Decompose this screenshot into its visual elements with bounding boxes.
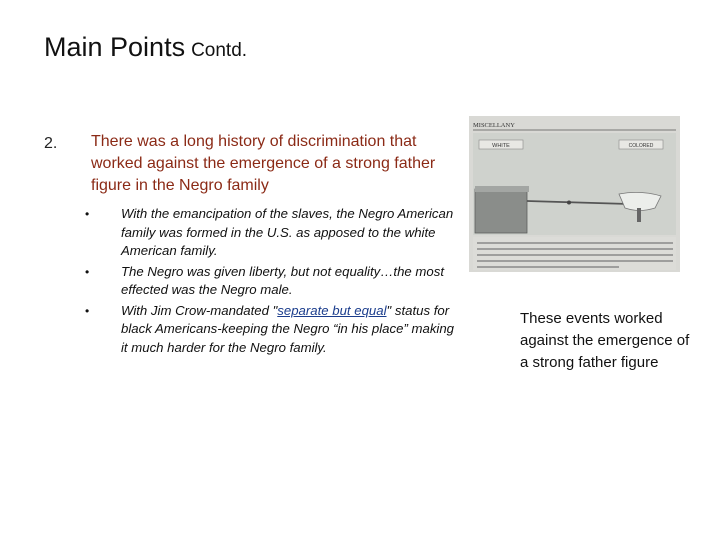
photo-illustration	[469, 116, 680, 272]
bullet-dot: •	[85, 303, 90, 318]
point-number: 2.	[44, 135, 58, 152]
segregated-fountains-photo	[469, 116, 680, 272]
slide-title	[44, 30, 247, 68]
photo-header: MISCELLANY	[473, 122, 515, 129]
title-suffix: Contd.	[191, 40, 248, 61]
bullet-text: The Negro was given liberty, but not equality…the most effected was the Negro male.	[121, 263, 445, 297]
sign-white: WHITE	[492, 143, 510, 149]
sign-colored: COLORED	[628, 143, 654, 149]
bullet-dot: •	[85, 207, 90, 221]
bullet-text-before: With Jim Crow-mandated "	[121, 302, 278, 318]
bullet-text: With the emancipation of the slaves, the Negro American family was formed in the U.S. as apposed to the white American family.	[121, 206, 454, 258]
title-main: Main Points	[44, 32, 186, 62]
bullet-dot: •	[85, 264, 90, 279]
side-note: These events worked against the emergence of a strong father figure	[520, 310, 690, 371]
bullet-item	[80, 302, 460, 358]
bullet-list	[80, 205, 460, 359]
bullet-text-after: " status for black Americans-keeping the Negro “in his place” making it much harder for the Negro family.	[121, 302, 455, 355]
separate-but-equal-link[interactable]: separate but equal	[277, 302, 387, 318]
bullet-item	[80, 205, 460, 261]
point-text: There was a long history of discrimination that worked against the emergence of a strong father figure in the Negro family	[91, 133, 436, 194]
bullet-item	[80, 263, 460, 300]
